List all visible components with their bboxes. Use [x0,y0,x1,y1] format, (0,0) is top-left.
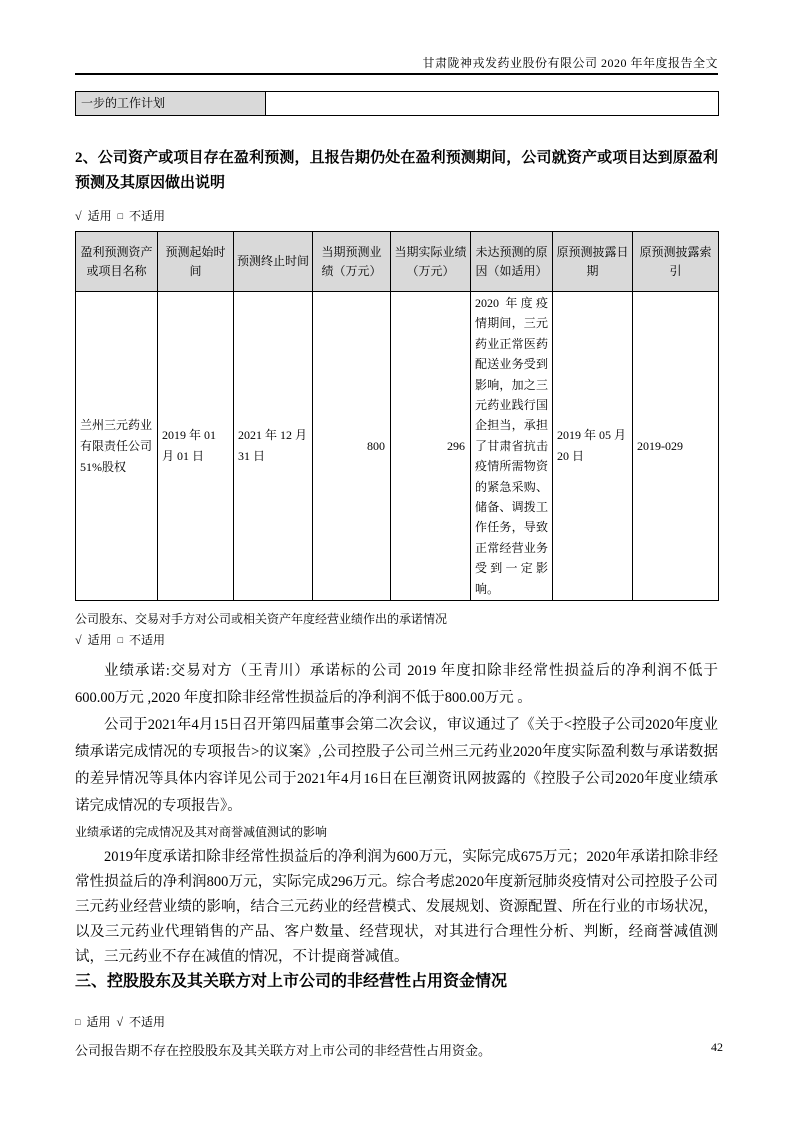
goodwill-label: 业绩承诺的完成情况及其对商誉减值测试的影响 [75,825,328,840]
table-row [76,92,719,116]
check-mark: √ [75,209,82,223]
commitment-paragraph-2: 公司于2021年4月15日召开第四届董事会第二次会议，审议通过了《关于<控股子公司2020年度业绩承诺完成情况的专项报告>的议案》,公司控股子公司兰州三元药业2020年度实际盈利数与承诺数据的差异情况等具体内容详见公司于2021年4月16日在巨潮资讯网披露的《控股子公司2020年度业绩承诺完成情况的专项报告》。 [75,717,718,815]
commitment-paragraph-1: 业绩承诺:交易对方（王青川）承诺标的公司 2019 年度扣除非经常性损益后的净利润不低于600.00万元 ,2020 年度扣除非经常性损益后的净利润不低于800.00万元 。 [75,663,718,707]
check-mark: √ [116,1015,124,1030]
fragment-label-cell: 一步的工作计划 [76,92,266,116]
cell-actual-amount: 296 [391,292,471,601]
cell-reason: 2020 年度疫情期间，三元药业正常医药配送业务受到影响，加之三元药业践行国企担当，承担了甘肃省抗击疫情所需物资的紧急采购、储备、调拨工作任务，导致正常经营业务受到一定影响。 [471,292,553,601]
checkbox-empty-icon: □ [117,211,124,221]
previous-table-fragment [75,91,719,116]
page-number: 42 [711,1040,723,1054]
col-header-forecast-amount: 当期预测业绩（万元） [313,232,391,292]
cell-disclosure-date: 2019 年 05 月 20 日 [553,292,633,601]
section3-heading: 三、控股股东及其关联方对上市公司的非经营性占用资金情况 [75,973,508,991]
cell-forecast-amount: 800 [313,292,391,601]
col-header-end-date: 预测终止时间 [234,232,313,292]
cell-asset-name: 兰州三元药业有限责任公司51%股权 [76,292,158,601]
cell-start-date: 2019 年 01 月 01 日 [158,292,234,601]
cell-disclosure-index: 2019-029 [633,292,719,601]
col-header-disclosure-index: 原预测披露索引 [633,232,719,292]
checkbox-empty-icon: □ [117,635,124,646]
check-mark: √ [75,633,82,648]
commitment-label: 公司股东、交易对手方对公司或相关资产年度经营业绩作出的承诺情况 [75,612,448,627]
table-row [76,292,719,601]
col-header-asset-name: 盈利预测资产或项目名称 [76,232,158,292]
not-applicable-label: 不适用 [129,633,166,648]
not-applicable-label: 不适用 [129,209,166,223]
section2-applicability [75,208,718,226]
applicable-label: 适用 [86,1015,111,1030]
checkbox-empty-icon: □ [75,1017,81,1028]
applicable-label: 适用 [87,633,112,648]
page-header-title: 甘肃陇神戎发药业股份有限公司 2020 年年度报告全文 [422,56,718,70]
commitment-applicability [75,632,718,650]
cell-end-date: 2021 年 12 月 31 日 [234,292,313,601]
not-applicable-label: 不适用 [129,1015,166,1030]
goodwill-paragraph: 2019年度承诺扣除非经常性损益后的净利润为600万元，实际完成675万元；2020年承诺扣除非经常性损益后的净利润800万元，实际完成296万元。综合考虑2020年度新冠肺炎疫情对公司控股子公司三元药业经营业绩的影响，结合三元药业的经营模式、发展规划、资源配置、所在行业的市场状况，以及三元药业代理销售的产品、客户数量、经营现状，对其进行合理性分析、判断，经商誉减值测试，三元药业不存在减值的情况，不计提商誉减值。 [75,849,718,966]
applicable-label: 适用 [87,209,112,223]
header-divider [75,73,718,75]
col-header-reason: 未达预测的原因（如适用） [471,232,553,292]
fragment-value-cell [266,92,719,116]
section3-applicability [75,1014,718,1032]
col-header-start-date: 预测起始时间 [158,232,234,292]
col-header-disclosure-date: 原预测披露日期 [553,232,633,292]
table-header-row [76,232,719,292]
profit-forecast-table [75,231,719,601]
col-header-actual-amount: 当期实际业绩（万元） [391,232,471,292]
section3-paragraph: 公司报告期不存在控股股东及其关联方对上市公司的非经营性占用资金。 [75,1043,492,1059]
section2-heading: 2、公司资产或项目存在盈利预测，且报告期仍处在盈利预测期间，公司就资产或项目达到原盈利预测及其原因做出说明 [75,150,718,191]
